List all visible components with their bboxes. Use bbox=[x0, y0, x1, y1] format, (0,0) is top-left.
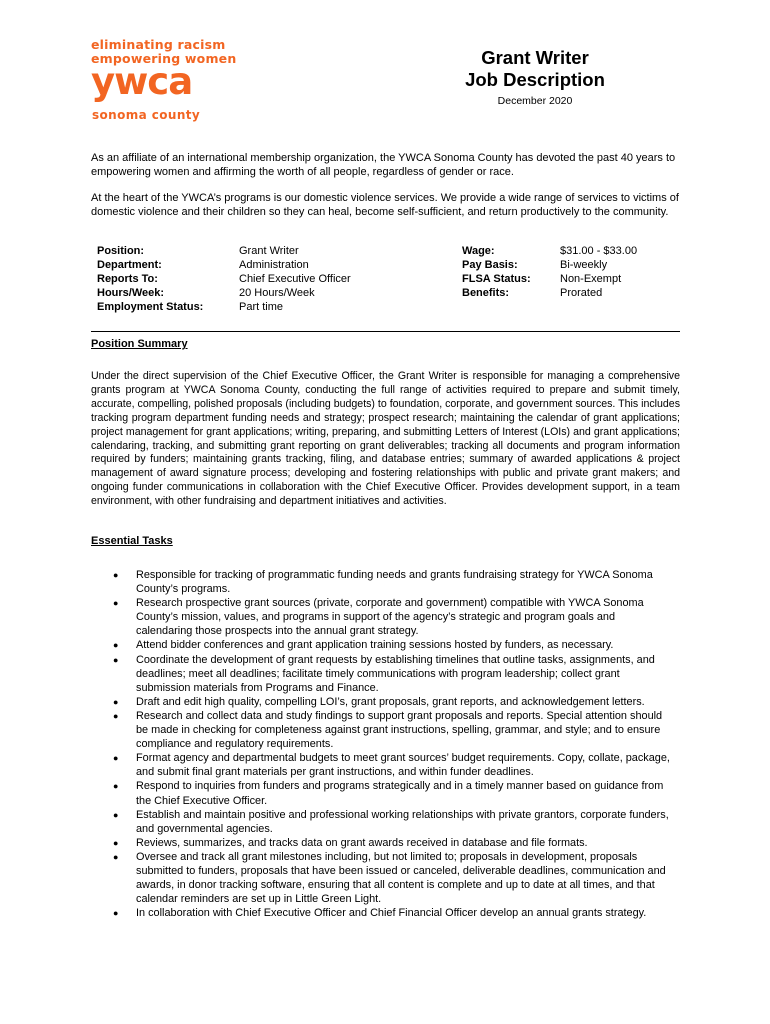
detail-value: Prorated bbox=[560, 287, 603, 299]
detail-label: Reports To: bbox=[97, 273, 158, 285]
detail-value: Bi-weekly bbox=[560, 259, 608, 271]
position-summary-heading: Position Summary bbox=[91, 338, 188, 350]
detail-value: $31.00 - $33.00 bbox=[560, 245, 638, 257]
details-right-values bbox=[560, 244, 637, 300]
bullet-icon: ● bbox=[113, 809, 119, 820]
list-item bbox=[91, 596, 681, 638]
task-text: Oversee and track all grant milestones including, but not limited to; proposals in development, proposals submitted to funders, proposals that have been issued or canceled, deliverable deadlines, communication and awards, in donor tracking software, ensuring that all content is complete and up to date at all times, and that calendar reminders are set up in Little Green Light. bbox=[136, 850, 666, 906]
details-left-labels bbox=[97, 244, 203, 314]
task-text: Format agency and departmental budgets to meet grant sources’ budget requirements. Copy, collate, package, and submit final grant materials per grant instructions, and within funder deadlines. bbox=[136, 752, 670, 779]
bullet-icon: ● bbox=[113, 696, 119, 707]
ywca-logo bbox=[91, 38, 251, 128]
task-text: Attend bidder conferences and grant application training sessions hosted by funders, as necessary. bbox=[136, 639, 614, 652]
essential-tasks-heading: Essential Tasks bbox=[91, 535, 173, 547]
title-line-2: Job Description bbox=[465, 69, 605, 90]
detail-label: Benefits: bbox=[462, 287, 510, 299]
bullet-icon: ● bbox=[113, 640, 119, 651]
details-left-values bbox=[239, 244, 351, 314]
list-item bbox=[91, 709, 681, 751]
essential-tasks-list bbox=[91, 568, 681, 920]
detail-label: Hours/Week: bbox=[97, 287, 165, 299]
detail-value: Part time bbox=[239, 301, 284, 313]
bullet-icon: ● bbox=[113, 753, 119, 764]
logo-tagline-1: eliminating racism bbox=[91, 37, 226, 52]
task-text: Research prospective grant sources (private, corporate and government) compatible with YWCA Sonoma County’s mission, values, and programs in support of the agency’s strategic and program goals and calendaring those prospects into the annual grant strategy. bbox=[136, 597, 644, 638]
detail-label: Employment Status: bbox=[97, 301, 204, 313]
bullet-icon: ● bbox=[113, 654, 119, 665]
list-item bbox=[91, 568, 681, 596]
detail-value: Administration bbox=[239, 259, 309, 271]
list-item bbox=[91, 695, 681, 709]
intro-paragraph-2: At the heart of the YWCA’s programs is our domestic violence services. We provide a wide range of services to victims of domestic violence and their children so they can heal, become self-sufficient, and return productively to the community. bbox=[91, 192, 679, 218]
bullet-icon: ● bbox=[113, 781, 119, 792]
bullet-icon: ● bbox=[113, 570, 119, 580]
logo-county: sonoma county bbox=[92, 108, 201, 122]
task-text: Respond to inquiries from funders and programs strategically and in a timely manner based on guidance from the Chief Executive Officer. bbox=[136, 780, 664, 807]
task-text: Reviews, summarizes, and tracks data on grant awards received in database and file formats. bbox=[136, 836, 588, 849]
detail-value: Chief Executive Officer bbox=[239, 273, 351, 285]
bullet-icon: ● bbox=[113, 837, 119, 848]
list-item bbox=[91, 850, 681, 906]
bullet-icon: ● bbox=[113, 710, 119, 721]
list-item bbox=[91, 751, 681, 779]
detail-label: Pay Basis: bbox=[462, 259, 518, 271]
detail-label: Department: bbox=[97, 259, 162, 271]
task-text: Establish and maintain positive and professional working relationships with private grantors, corporate funders, and governmental agencies. bbox=[136, 808, 669, 835]
detail-label: Position: bbox=[97, 245, 145, 257]
detail-value: 20 Hours/Week bbox=[239, 287, 315, 299]
detail-value: Grant Writer bbox=[239, 245, 299, 257]
list-item bbox=[91, 779, 681, 807]
bullet-icon: ● bbox=[113, 908, 119, 919]
logo-tagline-2: empowering women bbox=[91, 51, 237, 66]
intro-paragraph-1: As an affiliate of an international membership organization, the YWCA Sonoma County has devoted the past 40 years to empowering women and affirming the worth of all people, regardless of gender or race. bbox=[91, 152, 676, 178]
document-date: December 2020 bbox=[497, 95, 573, 107]
details-right-labels bbox=[462, 244, 531, 300]
bullet-icon: ● bbox=[113, 851, 119, 862]
task-text: Responsible for tracking of programmatic funding needs and grants fundraising strategy for YWCA Sonoma County’s programs. bbox=[136, 569, 653, 596]
title-line-1: Grant Writer bbox=[481, 47, 589, 68]
list-item bbox=[91, 653, 681, 695]
list-item bbox=[91, 906, 681, 920]
detail-value: Non-Exempt bbox=[560, 273, 622, 285]
position-summary-text: Under the direct supervision of the Chief Executive Officer, the Grant Writer is responsible for managing a comprehensive grants program at YWCA Sonoma County, conducting the full range of activities required to prepare and submit timely, accurate, compelling, polished proposals (including budgets) to foundation, corporate, and government sources. This includes tracking program department funding needs and strategy; prospect research; maintaining the calendar of grant applications; project management for grant applications; writing, preparing, and submitting Letters of Interest (LOIs) and grant applications; calendaring, tracking, and submitting grant reporting on grant deliverables; tracking all documents and program information required by funders; maintaining grants tracking, filing, and database entries; summary of awarded applications & project management of award signature process; developing and fostering relationships with public and private grant makers; and ongoing funder communications in collaboration with the Chief Executive Officer. Provides development support, in a team environment, with other fundraising and department initiatives and activities. bbox=[91, 370, 680, 508]
task-text: Draft and edit high quality, compelling LOI’s, grant proposals, grant reports, and acknowledgement letters. bbox=[136, 695, 645, 708]
list-item bbox=[91, 836, 681, 850]
task-text: Research and collect data and study findings to support grant proposals and reports. Special attention should be made in checking for completeness against grant instructions, spelling, grammar, and style; and to ensure compliance and regulatory requirements. bbox=[136, 709, 663, 751]
logo-wordmark: ywca bbox=[91, 60, 193, 103]
task-text: In collaboration with Chief Executive Officer and Chief Financial Officer develop an annual grants strategy. bbox=[136, 907, 647, 920]
detail-label: Wage: bbox=[462, 245, 495, 257]
bullet-icon: ● bbox=[113, 598, 119, 609]
detail-label: FLSA Status: bbox=[462, 273, 531, 285]
section-divider bbox=[91, 331, 680, 332]
task-text: Coordinate the development of grant requests by establishing timelines that outline tasks, assignments, and deadlines; meet all deadlines; facilitate timely communications with program leadership; collect grant submission materials from Programs and Finance. bbox=[136, 653, 655, 694]
list-item bbox=[91, 638, 681, 652]
list-item bbox=[91, 808, 681, 836]
